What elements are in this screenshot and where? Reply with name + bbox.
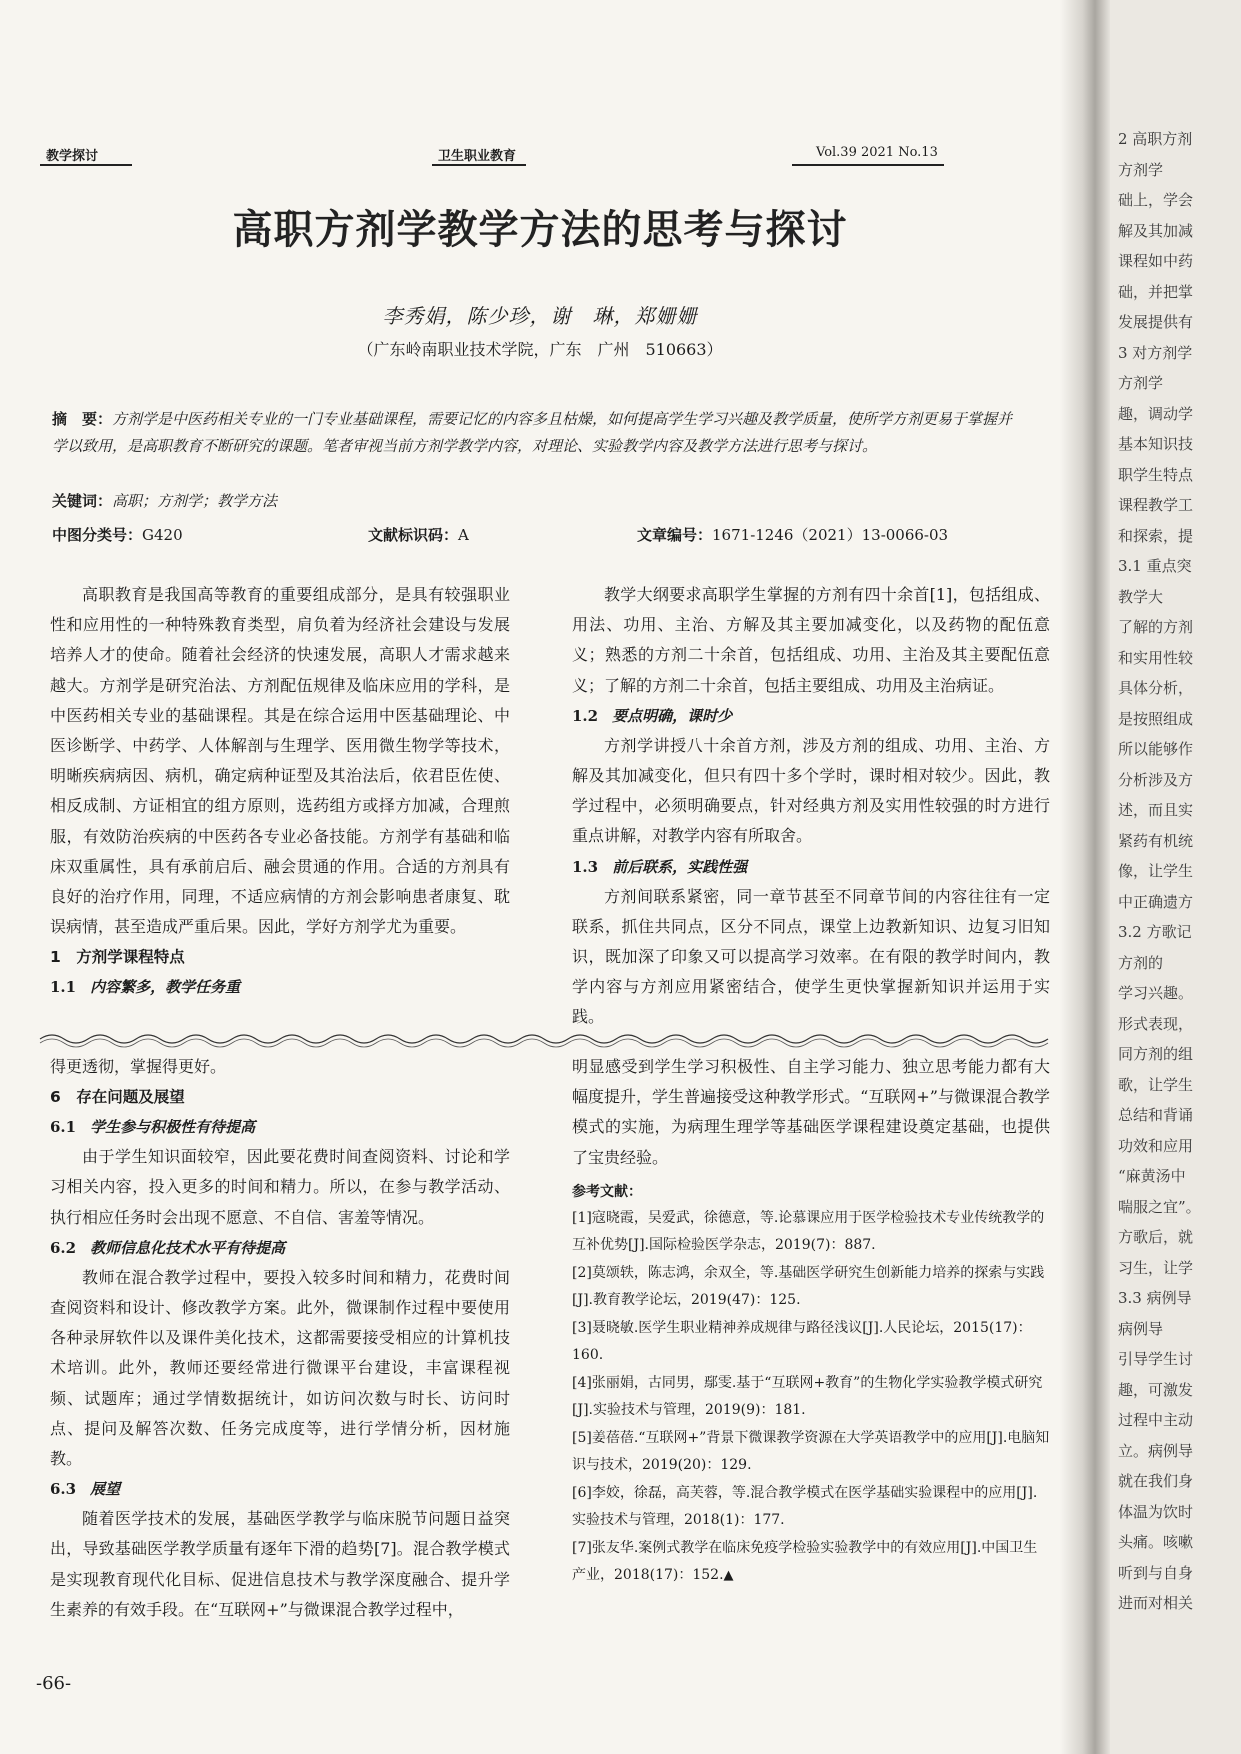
next-page-line: 像，让学生 xyxy=(1118,862,1194,880)
document-code xyxy=(368,524,469,545)
right-column-bottom xyxy=(572,1052,1050,1590)
next-page-line: 功效和应用 xyxy=(1118,1136,1194,1155)
next-page-line: 习生，让学 xyxy=(1118,1258,1194,1277)
next-page-line: 职学生特点 xyxy=(1118,465,1194,484)
section-6-3-title: 展望 xyxy=(90,1480,121,1499)
reference-item: [1]寇晓霞，吴爱武，徐德意，等.论慕课应用于医学检验技术专业传统教学的互补优势[J].国际检验医学杂志，2019(7)：887. xyxy=(572,1209,1045,1254)
section-6-heading: 6 存在问题及展望 xyxy=(50,1088,185,1107)
connection-paragraph: 方剂间联系紧密，同一章节甚至不同章节间的内容往往有一定联系，抓住共同点，区分不同点，课堂上边教新知识、边复习旧知识，既加深了印象又可以提高学习效率。在有限的教学时间内，教学内容与方剂应用紧密结合，使学生更快掌握新知识并运用于实践。 xyxy=(572,886,1050,1027)
reference-item: [6]李姣，徐磊，高芙蓉，等.混合教学模式在医学基础实验课程中的应用[J].实验技术与管理，2018(1)：177. xyxy=(572,1484,1038,1529)
next-page-line: 听到与自身 xyxy=(1118,1563,1194,1582)
next-page-line: 喘服之宜”。 xyxy=(1118,1197,1201,1216)
next-page-line: 学习兴趣。 xyxy=(1118,984,1194,1002)
next-page-edge xyxy=(1110,0,1241,1754)
abstract-text: 方剂学是中医药相关专业的一门专业基础课程，需要记忆的内容多且枯燥，如何提高学生学习兴趣及教学质量，使所学方剂更易于掌握并学以致用，是高职教育不断研究的课题。笔者审视当前方剂学教学内容，对理论、实验教学内容及教学方法进行思考与探讨。 xyxy=(52,410,1013,455)
next-page-line: 3 对方剂学 xyxy=(1118,343,1193,362)
next-page-line: 趣，调动学 xyxy=(1118,404,1194,423)
next-page-line: 解及其加减 xyxy=(1118,221,1194,240)
next-page-line: 3.1 重点突 xyxy=(1118,557,1192,575)
next-page-line: 方剂学 xyxy=(1118,374,1164,392)
doc-value: A xyxy=(458,526,469,544)
next-page-line: 方歌后，就 xyxy=(1118,1228,1194,1246)
next-page-line: 方剂的 xyxy=(1118,953,1164,972)
next-page-line: 和探索，提 xyxy=(1118,526,1194,545)
section-1-1-number: 1.1 xyxy=(50,978,77,997)
section-6-1-title: 学生参与积极性有待提高 xyxy=(90,1118,256,1137)
abstract xyxy=(52,406,1027,460)
next-page-line: 过程中主动 xyxy=(1118,1411,1194,1429)
next-page-line: 发展提供有 xyxy=(1118,313,1194,331)
left-column-top xyxy=(50,580,510,1002)
art-value: 1671-1246（2021）13-0066-03 xyxy=(712,526,949,544)
next-page-line: 形式表现， xyxy=(1118,1014,1194,1033)
outlook-paragraph: 随着医学技术的发展，基础医学教学与临床脱节问题日益突出，导致基础医学教学质量有逐年下滑的趋势[7]。混合教学模式是实现教育现代化目标、促进信息技术与教学深度融合、提升学生素养的有效手段。在“互联网+”与微课混合教学过程中， xyxy=(50,1509,510,1619)
left-column-bottom xyxy=(50,1052,510,1625)
next-page-line: 课程如中药 xyxy=(1118,252,1194,270)
section-6-1-heading xyxy=(50,1112,510,1142)
doc-label: 文献标识码： xyxy=(368,526,459,544)
conclusion-paragraph: 明显感受到学生学习积极性、自主学习能力、独立思考能力都有大幅度提升，学生普遍接受这种教学形式。“互联网+”与微课混合教学模式的实施，为病理生理学等基础医学课程建设奠定基础，也提供了宝贵经验。 xyxy=(572,1057,1050,1167)
section-6-3-number: 6.3 xyxy=(50,1480,77,1499)
next-page-line: 3.3 病例导 xyxy=(1118,1289,1192,1307)
paper-affiliation: （广东岭南职业技术学院，广东 广州 510663） xyxy=(357,340,723,359)
end-mark-icon: ▲ xyxy=(723,1568,734,1584)
next-page-line: 紧药有机统 xyxy=(1118,831,1194,850)
intro-paragraph: 高职教育是我国高等教育的重要组成部分，是具有较强职业性和应用性的一种特殊教育类型，肩负着为经济社会建设与发展培养人才的使命。随着社会经济的快速发展，高职人才需求越来越大。方剂学是研究治法、方剂配伍规律及临床应用的学科，是中医药相关专业的基础课程。其是在综合运用中医基础理论、中医诊断学、中药学、人体解剖与生理学、医用微生物学等技术，明晰疾病病因、病机，确定病种证型及其治法后，依君臣佐使、相反成制、方证相宜的组方原则，选药组方或择方加减，合理煎服，有效防治疾病的中医药各专业必备技能。方剂学有基础和临床双重属性，具有承前启后、融会贯通的作用。合适的方剂具有良好的治疗作用，同理，不适应病情的方剂会影响患者康复、耽误病情，甚至造成严重后果。因此，学好方剂学尤为重要。 xyxy=(50,585,510,937)
continued-text: 得更透彻，掌握得更好。 xyxy=(50,1057,227,1076)
section-6-1-number: 6.1 xyxy=(50,1118,77,1137)
next-page-line: 头痛。咳嗽 xyxy=(1118,1533,1194,1551)
header-volume: Vol.39 2021 No.13 xyxy=(816,145,938,160)
next-page-line: 教学大 xyxy=(1118,587,1164,606)
section-1-2-title: 要点明确，课时少 xyxy=(612,706,733,725)
next-page-line: 体温为饮时 xyxy=(1118,1502,1194,1521)
section-6-2-title: 教师信息化技术水平有待提高 xyxy=(90,1238,286,1257)
section-1-3-number: 1.3 xyxy=(572,857,599,876)
section-1-1-title: 内容繁多，教学任务重 xyxy=(90,978,241,997)
next-page-line: 课程教学工 xyxy=(1118,496,1194,514)
next-page-line: 础，并把掌 xyxy=(1118,282,1194,301)
next-page-line: 础上，学会 xyxy=(1118,191,1194,209)
hours-paragraph: 方剂学讲授八十余首方剂，涉及方剂的组成、功用、主治、方解及其加减变化，但只有四十多个学时，课时相对较少。因此，教学过程中，必须明确要点，针对经典方剂及实用性较强的时方进行重点讲解，对教学内容有所取舍。 xyxy=(572,735,1050,846)
next-page-line: 立。病例导 xyxy=(1118,1441,1194,1460)
student-paragraph: 由于学生知识面较窄，因此要花费时间查阅资料、讨论和学习相关内容，投入更多的时间和精力。所以，在参与教学活动、执行相应任务时会出现不愿意、不自信、害羞等情况。 xyxy=(50,1147,510,1227)
clc-number xyxy=(52,524,183,545)
next-page-line: 总结和背诵 xyxy=(1118,1106,1194,1124)
section-6-2-heading xyxy=(50,1233,510,1263)
header-rule-left xyxy=(40,164,132,166)
keywords-label: 关键词： xyxy=(52,492,113,510)
reference-text: [7]张友华.案例式教学在临床免疫学检验实验教学中的有效应用[J].中国卫生产业，2018(17)：152. xyxy=(572,1539,1038,1584)
next-page-line: 引导学生讨 xyxy=(1118,1350,1194,1368)
syllabus-paragraph: 教学大纲要求高职学生掌握的方剂有四十余首[1]，包括组成、用法、功用、主治、方解及其主要加减变化，以及药物的配伍意义；熟悉的方剂二十余首，包括组成、功用、主治及其主要配伍意义；了解的方剂二十余首，包括主要组成、功用及主治病证。 xyxy=(572,585,1050,695)
right-column-top xyxy=(572,580,1050,1033)
art-label: 文章编号： xyxy=(637,526,713,544)
references-heading: 参考文献： xyxy=(572,1183,642,1200)
section-1-2-number: 1.2 xyxy=(572,706,599,725)
next-page-line: 基本知识技 xyxy=(1118,435,1194,453)
next-page-line: 3.2 方歌记 xyxy=(1118,923,1192,941)
page-number: -66- xyxy=(36,1673,72,1694)
reference-item: [4]张丽娟，古同男，鄢雯.基于“互联网+教育”的生物化学实验教学模式研究[J].实验技术与管理，2019(9)：181. xyxy=(572,1374,1043,1419)
page-break-wave-icon xyxy=(0,1030,1085,1048)
next-page-line: 同方剂的组 xyxy=(1118,1045,1194,1063)
next-page-line: 2 高职方剂 xyxy=(1118,130,1193,148)
section-6-3-heading xyxy=(50,1474,510,1504)
reference-item: [5]姜蓓蓓.“互联网+”背景下微课教学资源在大学英语教学中的应用[J].电脑知识与技术，2019(20)：129. xyxy=(572,1429,1050,1474)
reference-item: [2]莫颂轶，陈志鸿，余双全，等.基础医学研究生创新能力培养的探索与实践[J].教育教学论坛，2019(47)：125. xyxy=(572,1264,1045,1309)
next-page-line: “麻黄汤中 xyxy=(1118,1167,1186,1185)
reference-item: [3]聂晓敏.医学生职业精神养成规律与路径浅议[J].人民论坛，2015(17)：160. xyxy=(572,1319,1032,1364)
paper-title: 高职方剂学教学方法的思考与探讨 xyxy=(232,207,848,253)
next-page-line: 歌，让学生 xyxy=(1118,1075,1194,1094)
section-6-2-number: 6.2 xyxy=(50,1238,77,1257)
keywords-text: 高职；方剂学；教学方法 xyxy=(112,492,278,510)
next-page-line: 方剂学 xyxy=(1118,160,1164,179)
book-gutter xyxy=(1060,0,1110,1754)
next-page-line: 趣，可激发 xyxy=(1118,1380,1194,1399)
next-page-line: 就在我们身 xyxy=(1118,1472,1194,1490)
next-page-line: 进而对相关 xyxy=(1118,1594,1194,1612)
section-1-3-heading xyxy=(572,852,1050,882)
header-rule-right xyxy=(792,164,944,166)
next-page-line: 是按照组成 xyxy=(1118,709,1194,728)
next-page-line: 述，而且实 xyxy=(1118,801,1194,819)
next-page-line: 分析涉及方 xyxy=(1118,770,1194,789)
keywords xyxy=(52,490,277,511)
section-1-3-title: 前后联系，实践性强 xyxy=(612,857,748,876)
next-page-line: 中正确遗方 xyxy=(1118,892,1194,911)
clc-label: 中图分类号： xyxy=(52,526,143,544)
teacher-paragraph: 教师在混合教学过程中，要投入较多时间和精力，花费时间查阅资料和设计、修改教学方案。此外，微课制作过程中要使用各种录屏软件以及课件美化技术，这都需要接受相应的计算机技术培训。此外，教师还要经常进行微课平台建设，丰富课程视频、试题库；通过学情数据统计，如访问次数与时长、访问时点、提问及解答次数、任务完成度等，进行学情分析，因材施教。 xyxy=(50,1267,510,1469)
header-rule-center xyxy=(432,164,526,166)
next-page-line: 所以能够作 xyxy=(1118,740,1194,758)
next-page-line: 病例导 xyxy=(1118,1319,1164,1338)
next-page-line: 和实用性较 xyxy=(1118,648,1194,667)
clc-value: G420 xyxy=(142,526,183,544)
paper-authors: 李秀娟，陈少珍，谢 琳，郑姗姗 xyxy=(382,304,698,328)
section-1-2-heading xyxy=(572,701,1050,731)
section-1-1-heading xyxy=(50,972,510,1002)
section-1-heading: 1 方剂学课程特点 xyxy=(50,948,185,967)
article-number xyxy=(637,524,948,545)
header-journal: 卫生职业教育 xyxy=(438,149,517,164)
header-section: 教学探讨 xyxy=(46,149,99,164)
next-page-line: 了解的方剂 xyxy=(1118,618,1194,636)
reference-item xyxy=(572,1535,1050,1590)
next-page-line: 具体分析， xyxy=(1118,679,1194,697)
abstract-label: 摘 要： xyxy=(52,410,113,428)
